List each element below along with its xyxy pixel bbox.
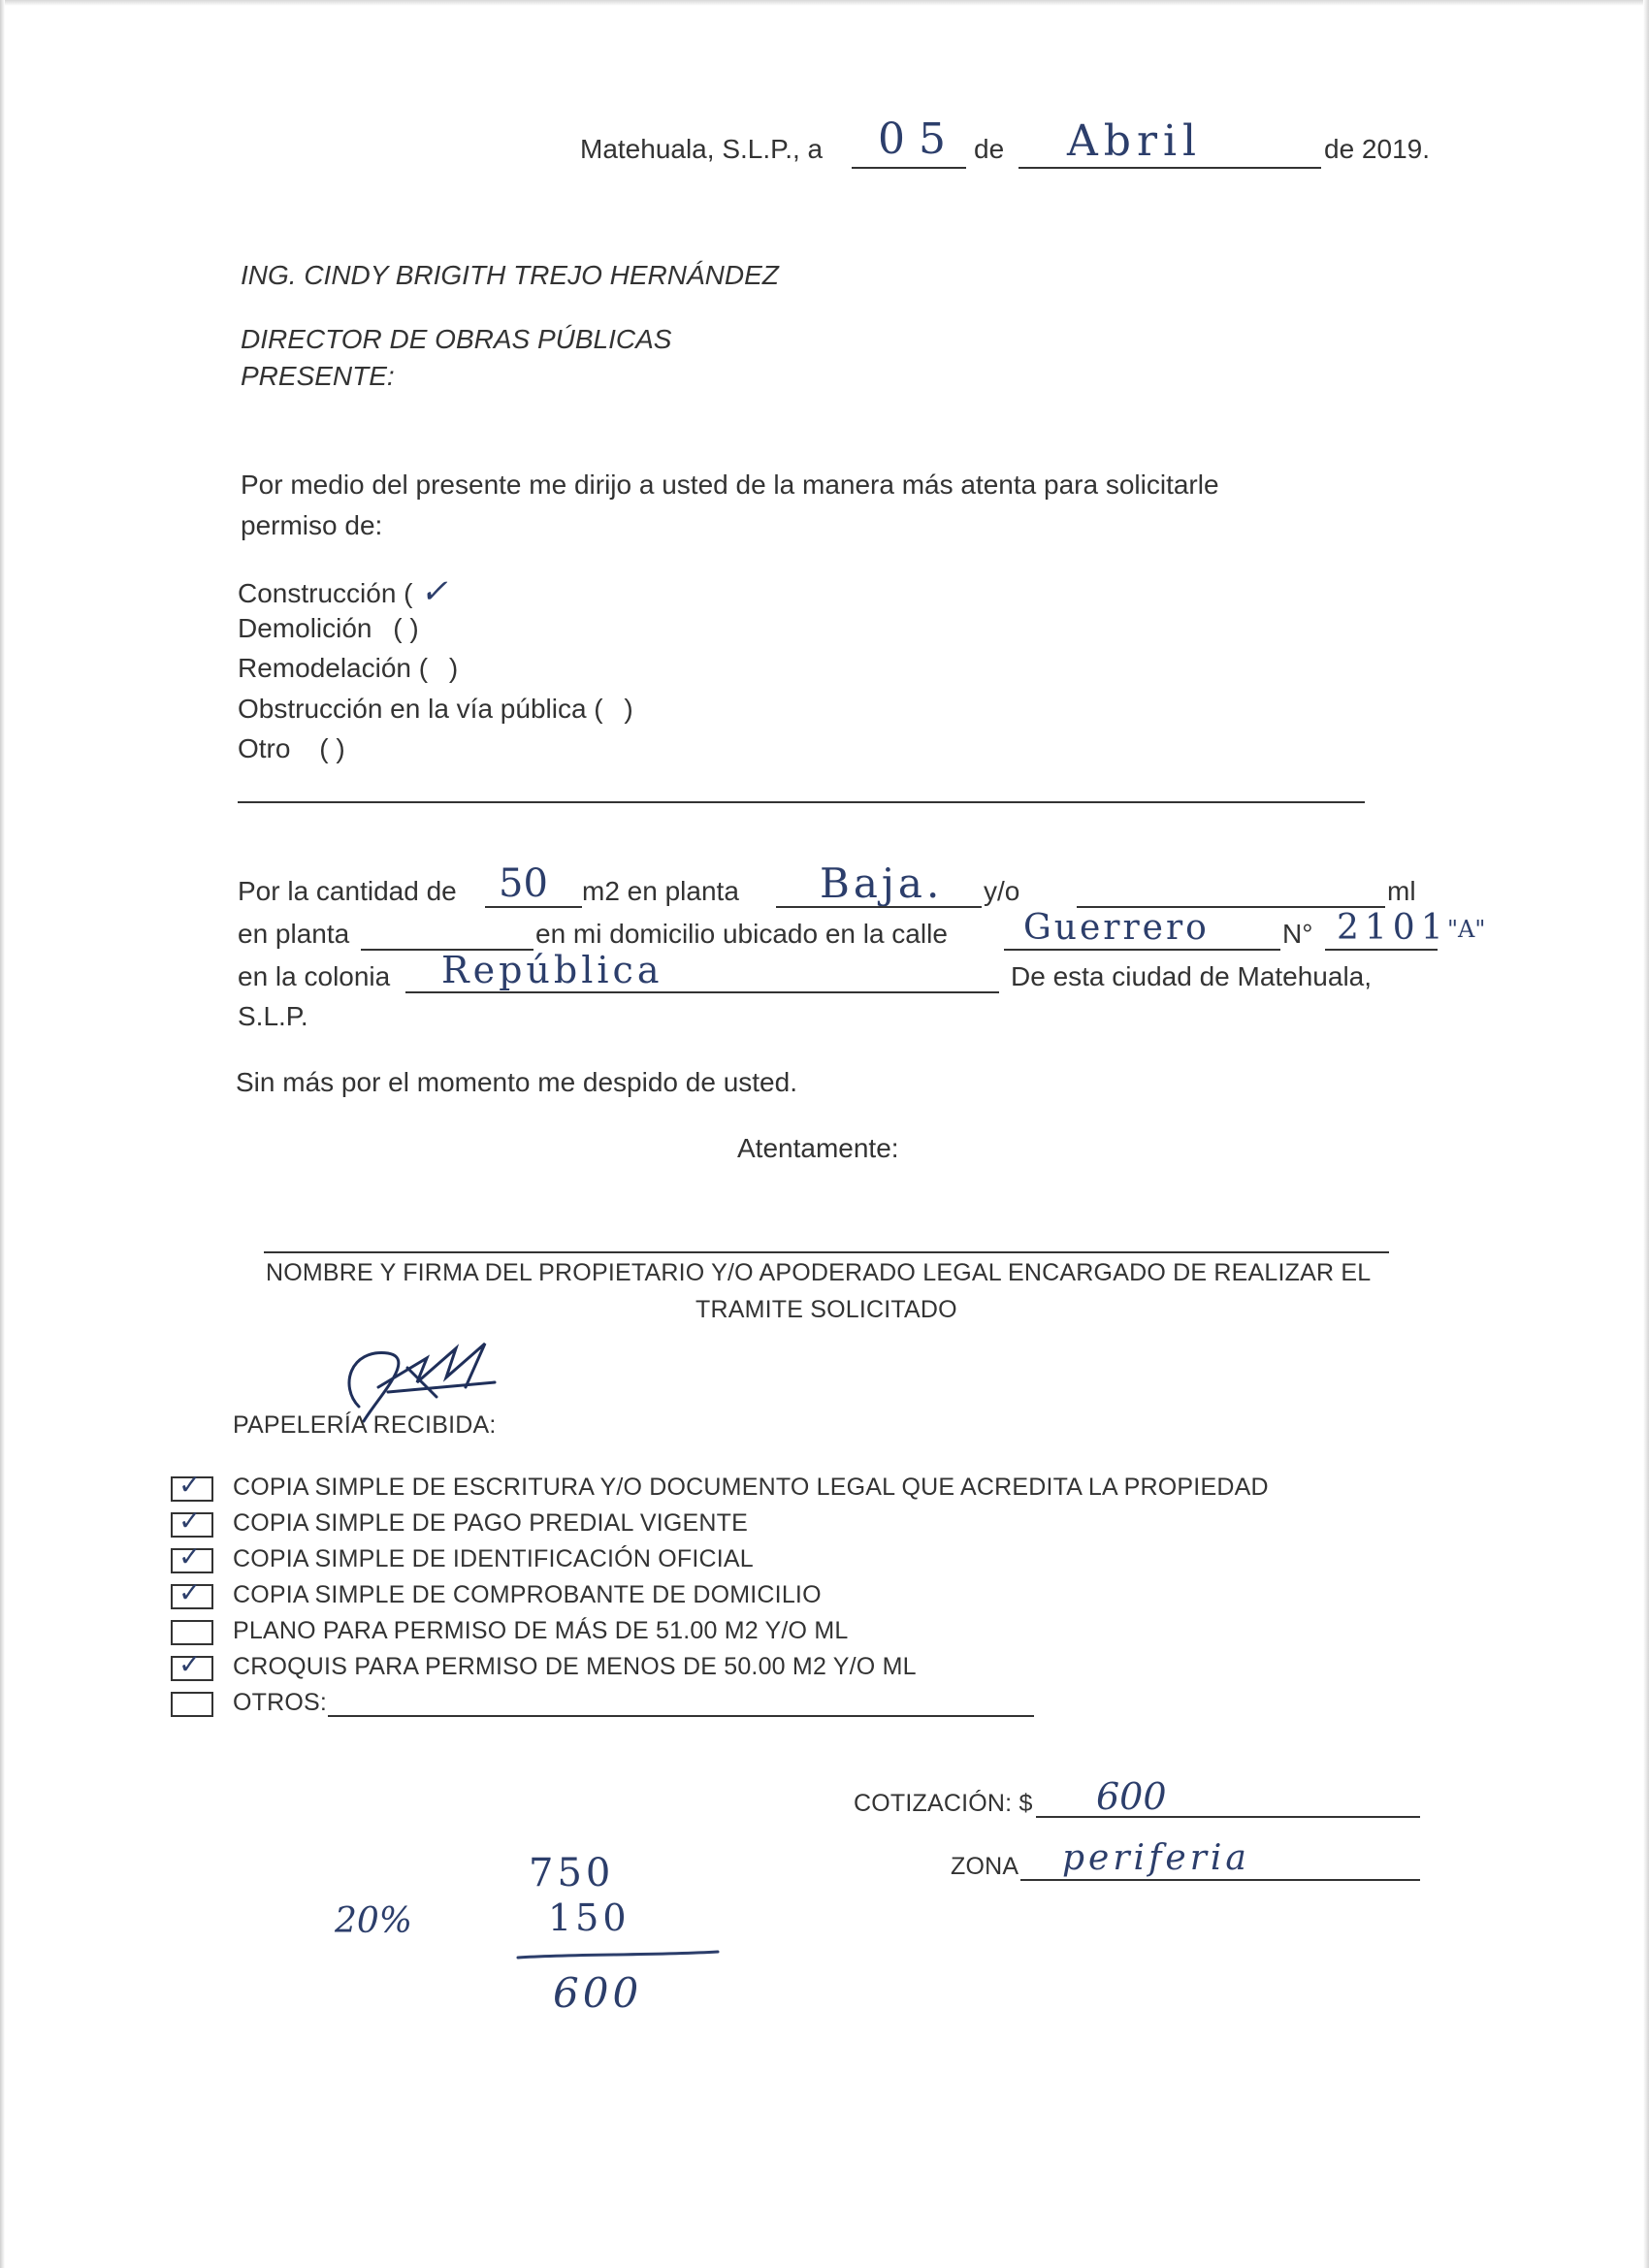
yo-label: y/o [984, 876, 1020, 906]
zona-underline [1020, 1879, 1420, 1881]
empty-parentheses: ( ) [319, 733, 345, 763]
calc-rule [514, 1942, 728, 1965]
cantidad-underline [485, 906, 582, 908]
item-predial: COPIA SIMPLE DE PAGO PREDIAL VIGENTE [233, 1509, 748, 1537]
otro-underline [238, 801, 1365, 803]
scan-edge [1643, 0, 1649, 2268]
ml-label: ml [1387, 876, 1416, 906]
papeleria-heading: PAPELERÍA RECIBIDA: [233, 1411, 497, 1439]
handwritten-colonia: República [441, 949, 663, 991]
check-mark: ✓ [178, 1576, 202, 1608]
calle-underline [1004, 949, 1280, 951]
handwritten-numero: 2101 [1337, 908, 1449, 948]
scan-edge [0, 0, 1649, 6]
handwritten-cantidad: 50 [499, 861, 548, 906]
handwritten-month: Abril [1067, 116, 1203, 166]
addressee-presente: PRESENTE: [241, 361, 395, 391]
empty-parentheses: ( ) [393, 613, 419, 643]
firma-caption-2: TRAMITE SOLICITADO [695, 1296, 957, 1323]
zona-label: ZONA [951, 1853, 1019, 1880]
permit-type-label: Otro [238, 733, 291, 763]
checkbox-domicilio[interactable] [171, 1576, 213, 1609]
colonia-underline [405, 991, 999, 993]
check-mark: ✓ [178, 1648, 202, 1680]
close-parenthesis: ) [448, 653, 459, 683]
checkbox-identificacion[interactable] [171, 1540, 213, 1573]
slp-label: S.L.P. [238, 1001, 308, 1031]
planta-underline [776, 906, 982, 908]
check-mark: ✓ [178, 1540, 202, 1572]
addressee-name: ING. CINDY BRIGITH TREJO HERNÁNDEZ [241, 260, 779, 290]
item-domicilio: COPIA SIMPLE DE COMPROBANTE DE DOMICILIO [233, 1581, 822, 1608]
checkbox-predial[interactable] [171, 1505, 213, 1538]
handwritten-planta: Baja. [820, 859, 944, 907]
cotizacion-label: COTIZACIÓN: $ [854, 1790, 1033, 1817]
permit-type-otro [238, 733, 345, 764]
date-year: de 2019. [1324, 134, 1430, 164]
despedida: Sin más por el momento me despido de usted. [236, 1067, 797, 1097]
item-otros: OTROS: [233, 1689, 328, 1716]
handwritten-zona: periferia [1062, 1838, 1250, 1878]
scan-edge [0, 0, 5, 2268]
en-planta-label: en planta [238, 919, 350, 949]
item-croquis: CROQUIS PARA PERMISO DE MENOS DE 50.00 M2 Y/O ML [233, 1653, 917, 1680]
numero-underline [1325, 949, 1438, 951]
permit-type-remodelacion [238, 653, 458, 684]
date-de: de [974, 134, 1005, 164]
checkbox-otros[interactable] [171, 1692, 213, 1717]
calc-discount: 150 [548, 1896, 630, 1939]
permit-type-label: Construcción ( [238, 578, 413, 608]
calc-result: 600 [553, 1969, 643, 2017]
otros-underline [328, 1715, 1034, 1717]
firma-caption-1: NOMBRE Y FIRMA DEL PROPIETARIO Y/O APODERADO LEGAL ENCARGADO DE REALIZAR EL [266, 1259, 1372, 1286]
cotizacion-underline [1036, 1816, 1420, 1818]
check-mark: ✓ [178, 1469, 202, 1501]
ciudad-label: De esta ciudad de Matehuala, [1011, 961, 1373, 991]
colonia-label: en la colonia [238, 961, 391, 991]
signature-line [264, 1251, 1389, 1253]
atentamente: Atentamente: [737, 1133, 899, 1163]
check-mark: ✓ [178, 1505, 202, 1537]
domicilio-label: en mi domicilio ubicado en la calle [535, 919, 948, 949]
permit-type-demolicion [238, 613, 419, 644]
intro-line-2: permiso de: [241, 510, 383, 540]
calc-percent: 20% [335, 1901, 413, 1941]
permit-type-construccion [238, 572, 448, 611]
permit-type-label: Obstrucción en la vía pública ( [238, 694, 603, 724]
item-identificacion: COPIA SIMPLE DE IDENTIFICACIÓN OFICIAL [233, 1545, 754, 1572]
place-prefix: Matehuala, S.L.P., a [580, 134, 824, 164]
checkbox-croquis[interactable] [171, 1648, 213, 1681]
handwritten-numero-extra: "A" [1447, 916, 1486, 943]
permit-type-label: Remodelación ( [238, 653, 429, 683]
handwritten-day: 0 5 [878, 114, 946, 164]
checkbox-escritura[interactable] [171, 1469, 213, 1502]
handwritten-calle: Guerrero [1023, 908, 1210, 948]
check-mark: ✓ [420, 572, 448, 611]
item-plano: PLANO PARA PERMISO DE MÁS DE 51.00 M2 Y/O ML [233, 1617, 849, 1644]
intro-line-1: Por medio del presente me dirijo a usted de la manera más atenta para solicitarle [241, 470, 1219, 500]
close-parenthesis: ) [624, 694, 633, 724]
month-underline [1018, 167, 1321, 169]
numero-label: N° [1282, 919, 1313, 949]
checkbox-plano[interactable] [171, 1620, 213, 1645]
addressee-title: DIRECTOR DE OBRAS PÚBLICAS [241, 324, 672, 354]
cantidad-prefix: Por la cantidad de [238, 876, 457, 906]
permit-type-label: Demolición [238, 613, 372, 643]
item-escritura: COPIA SIMPLE DE ESCRITURA Y/O DOCUMENTO LEGAL QUE ACREDITA LA PROPIEDAD [233, 1474, 1269, 1501]
permit-type-obstruccion [238, 694, 633, 725]
handwritten-cotizacion: 600 [1096, 1775, 1167, 1818]
day-underline [852, 167, 966, 169]
m2-en-planta: m2 en planta [582, 876, 739, 906]
calc-base: 750 [529, 1851, 615, 1895]
